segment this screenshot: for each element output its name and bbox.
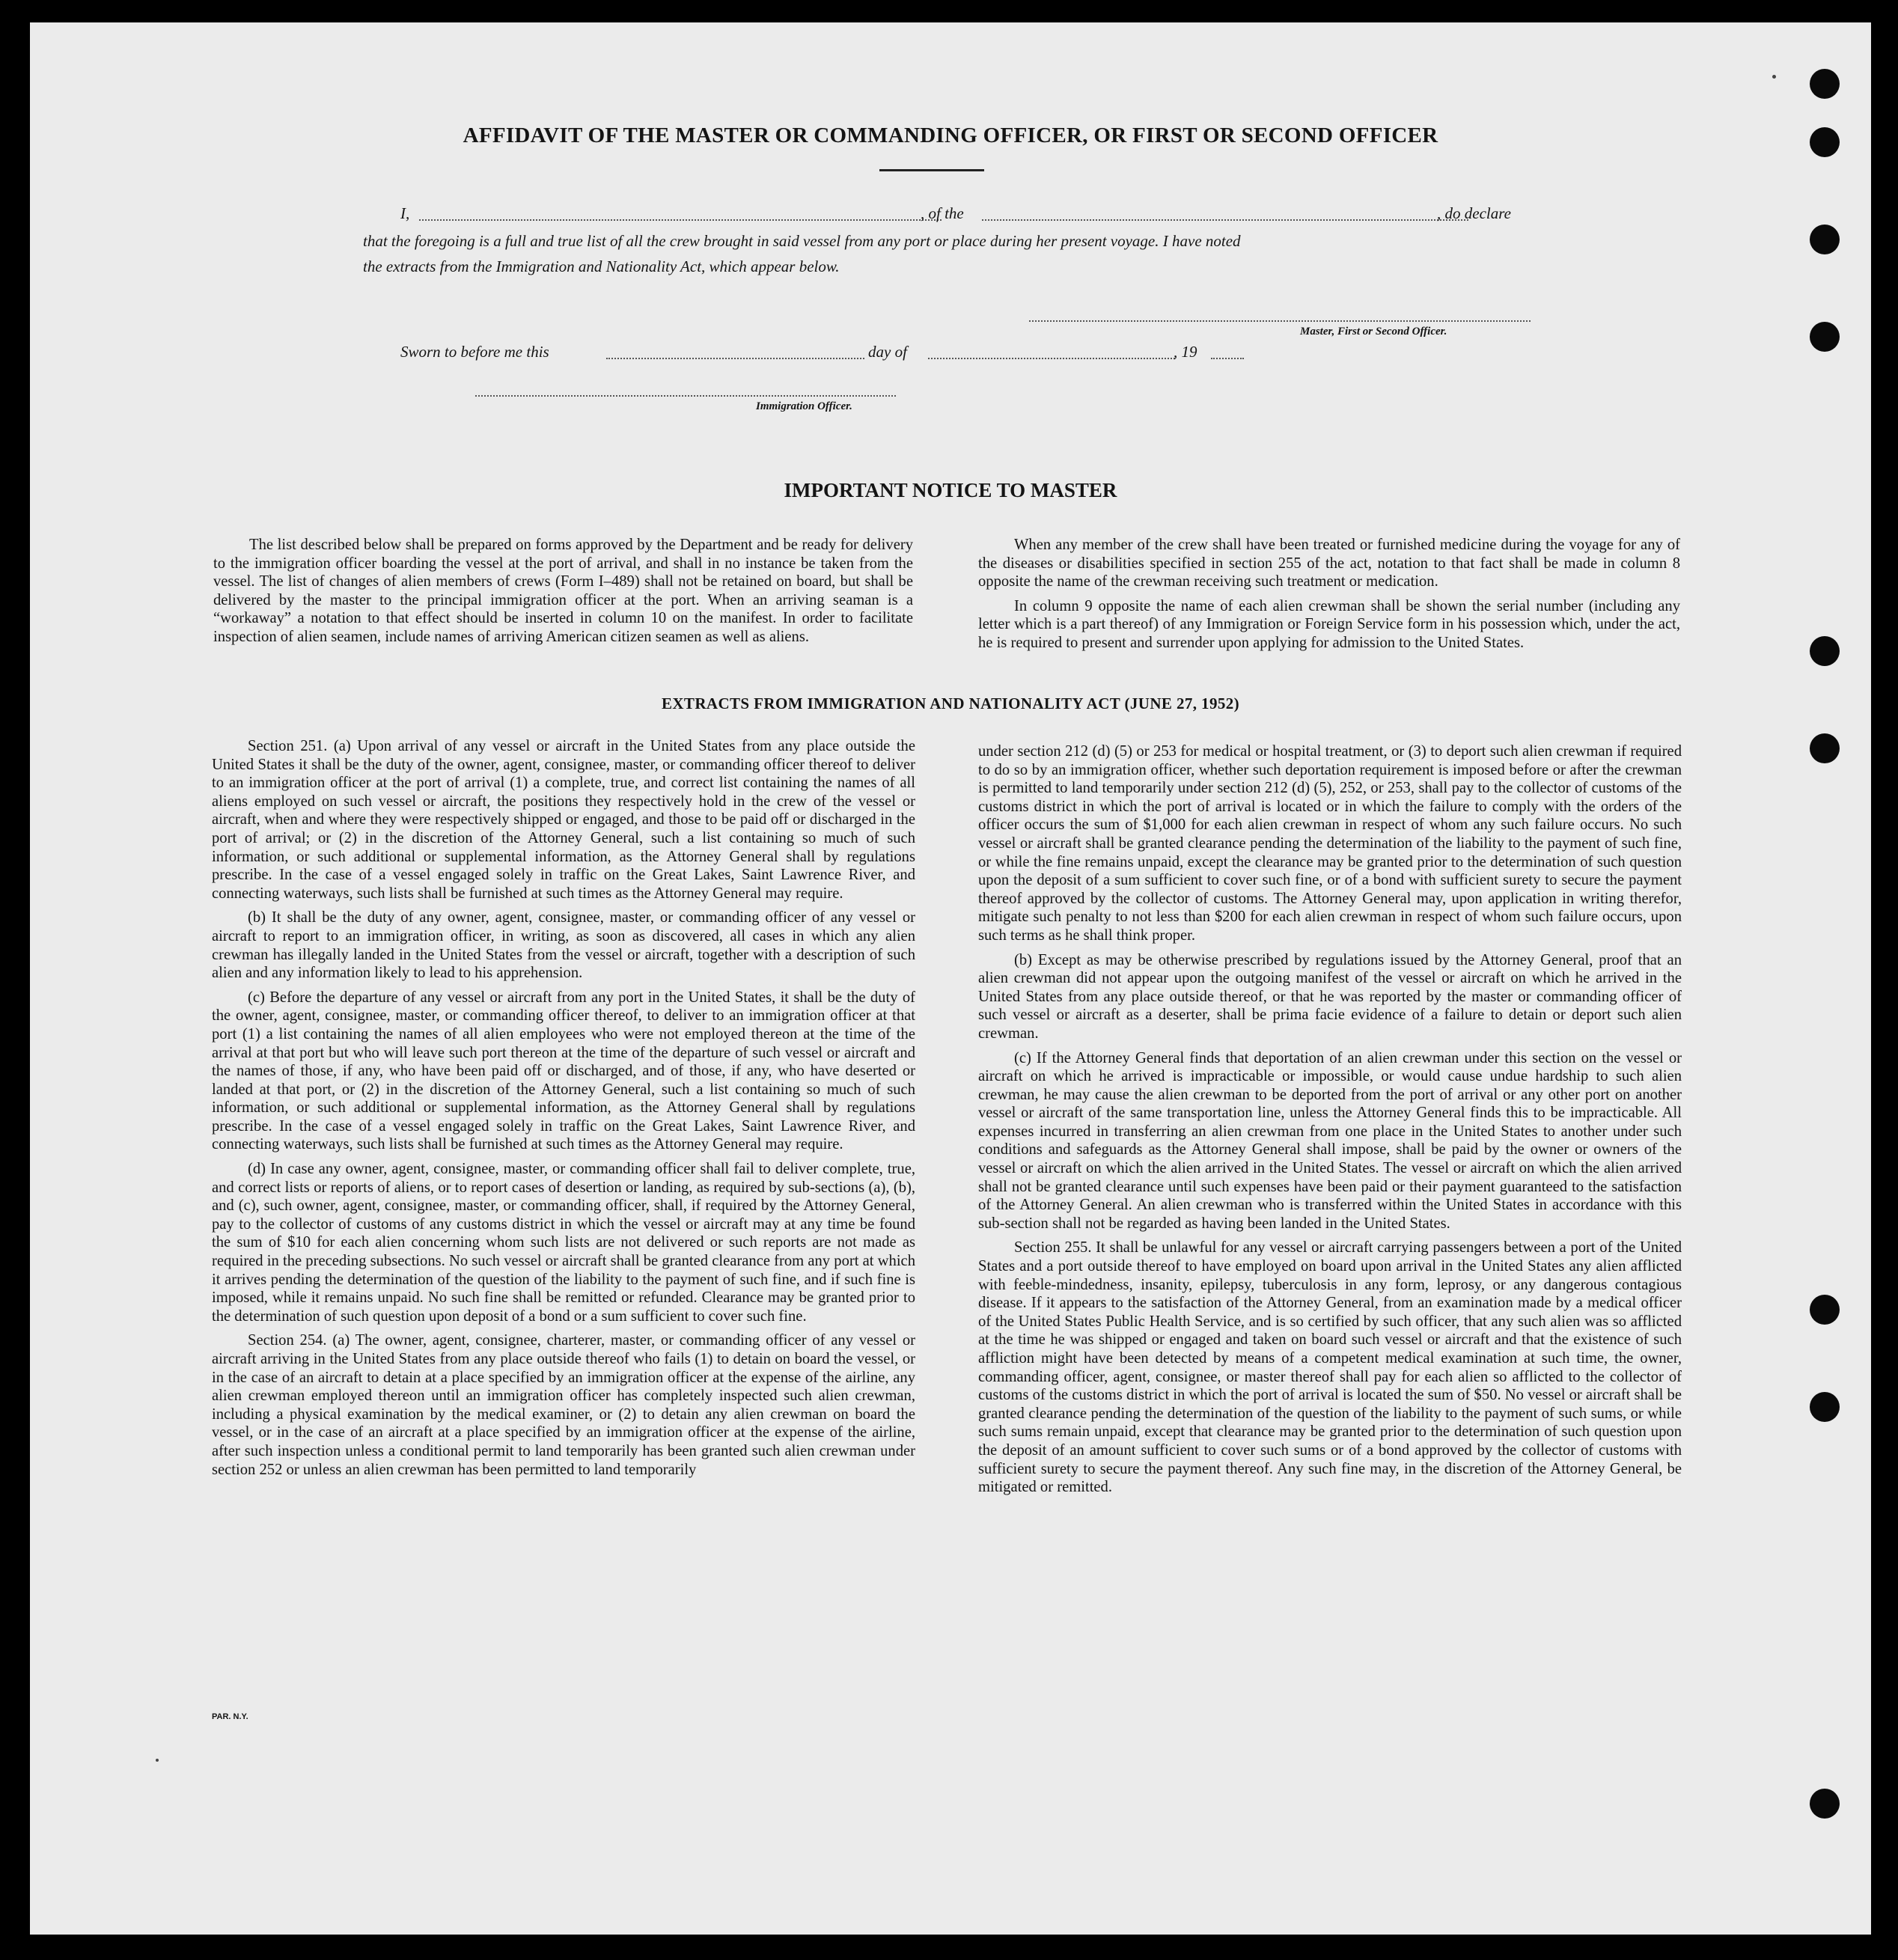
notice-title: IMPORTANT NOTICE TO MASTER bbox=[784, 479, 1117, 501]
statute-paragraph: Section 251. (a) Upon arrival of any vessel or aircraft in the United States from any place outside the United States it shall be the duty of the owner, agent, consignee, master, or commanding officer thereof to deliver to an immigration officer at the port of arrival (1) a complete, true, and correct list containing the names of all aliens employed on such vessel or aircraft, the positions they respectively hold in the crew of the vessel or aircraft, when and where they were respectively shipped or engaged, and those to be paid off or discharged in the port of arrival; or (2) in the discretion of the Attorney General, such a list containing so much of such information, or such additional or supplemental information, as the Attorney General shall by regulations prescribe. In the case of a vessel engaged solely in traffic on the Great Lakes, Saint Lawrence River, and connecting waterways, such lists shall be furnished at such times as the Attorney General may require. bbox=[212, 738, 915, 902]
notice-paragraph: When any member of the crew shall have been treated or furnished medicine during the voyage for any of the diseases or disabilities specified in section 255 of the act, notation to that fact shall be made in column 8 opposite the name of the crewman receiving such treatment or medication. bbox=[978, 537, 1680, 590]
punch-hole bbox=[1810, 69, 1840, 99]
vessel-blank[interactable] bbox=[982, 219, 1468, 221]
sworn-day-blank[interactable] bbox=[606, 358, 864, 359]
extracts-right-column bbox=[978, 742, 1682, 1503]
statute-paragraph: under section 212 (d) (5) or 253 for medical or hospital treatment, or (3) to deport such alien crewman if required to do so by an immigration officer, whether such deportation requirement is imposed before or after the crewman is permitted to land temporarily under section 212 (d) (5), 252, or 253, shall pay to the collector of customs of the customs district in which the port of arrival is located or in which the failure to comply with the orders of the officer occurs the sum of $1,000 for each alien crewman in respect of whom any such failure occurs. No such vessel or aircraft shall be granted clearance pending the determination of the liability to the payment of such fine, or while the fine remains unpaid, except the clearance may be granted prior to the determination of such question upon the deposit of a sum sufficient to cover such fine, or of a bond with sufficient surety to secure the payment thereof approved by the collector of customs. The Attorney General may, upon application in writing therefor, mitigate such penalty to not less than $200 for each alien crewman in respect of whom such failure occurs, upon such terms as he shall think proper. bbox=[978, 743, 1682, 944]
notice-paragraph: In column 9 opposite the name of each alien crewman shall be shown the serial number (including any letter which is a part thereof) of any Immigration or Foreign Service form in his possession which, under the act, he is required to present and surrender upon applying for admission to the United States. bbox=[978, 597, 1680, 651]
title-rule bbox=[879, 169, 984, 171]
notice-left-column bbox=[213, 536, 913, 653]
statute-paragraph: (c) Before the departure of any vessel or aircraft from any port in the United States, it shall be the duty of the owner, agent, consignee, master, or commanding officer thereof, to deliver to an immigration officer at that port (1) a list containing the names of all alien employees who were not employed thereon at the time of the arrival at that port but who will leave such port thereon at the time of the departure of such vessel or aircraft and the names of those, if any, who have been paid off or discharged, and of those, if any, who have deserted or landed at that port, or (2) in the discretion of the Attorney General, such a list containing so much of such information, or such additional or supplemental information, as the Attorney General shall by regulations prescribe. In the case of a vessel engaged solely in traffic on the Great Lakes, Saint Lawrence River, and connecting waterways, such lists shall be furnished at such times as the Attorney General may require. bbox=[212, 989, 915, 1153]
notice-right-column bbox=[978, 536, 1680, 659]
affidavit-title: AFFIDAVIT OF THE MASTER OR COMMANDING OFFICER, OR FIRST OR SECOND OFFICER bbox=[463, 123, 1438, 147]
i-label: I, bbox=[400, 204, 410, 222]
officer-signature-line[interactable] bbox=[475, 395, 896, 397]
statute-paragraph: (b) Except as may be otherwise prescribed by regulations issued by the Attorney General, proof that an alien crewman did not appear upon the outgoing manifest of the vessel or aircraft on which he arrived in the United States from any place outside thereof, or that he was reported by the master or commanding officer of such vessel or aircraft as a deserter, shall be prima facie evidence of a failure to detain or deport such alien crewman. bbox=[978, 951, 1682, 1042]
extracts-title: EXTRACTS FROM IMMIGRATION AND NATIONALITY ACT (JUNE 27, 1952) bbox=[661, 694, 1240, 712]
document-page bbox=[30, 22, 1871, 1935]
officer-signature-caption: Immigration Officer. bbox=[756, 400, 852, 412]
punch-hole bbox=[1810, 322, 1840, 352]
master-signature-line[interactable] bbox=[1029, 320, 1531, 322]
sworn-month-blank[interactable] bbox=[928, 358, 1175, 359]
declaration-line-1: that the foregoing is a full and true list of all the crew brought in said vessel from any port or place during her present voyage. I have noted bbox=[363, 232, 1241, 250]
notice-paragraph: The list described below shall be prepared on forms approved by the Department and be ready for delivery to the immigration officer boarding the vessel at the port of arrival, and shall in no instance be taken from the vessel. The list of changes of alien members of crews (Form I–489) shall not be retained on board, but shall be delivered by the master to the principal immigration officer at the port. When an arriving seaman is a “workaway” a notation to that effect should be inserted in column 10 on the manifest. In order to facilitate inspection of alien seamen, include names of arriving American citizen seamen as well as aliens. bbox=[213, 537, 913, 645]
punch-hole bbox=[1810, 1392, 1840, 1422]
name-blank[interactable] bbox=[419, 219, 942, 221]
sworn-label: Sworn to before me this bbox=[400, 343, 549, 361]
master-signature-caption: Master, First or Second Officer. bbox=[1300, 326, 1447, 338]
sworn-year-blank[interactable] bbox=[1211, 358, 1244, 359]
punch-hole bbox=[1810, 1789, 1840, 1819]
extracts-left-column bbox=[212, 737, 915, 1485]
declaration-line-2: the extracts from the Immigration and Nationality Act, which appear below. bbox=[363, 257, 840, 275]
speck-mark bbox=[1772, 75, 1776, 79]
statute-paragraph: Section 254. (a) The owner, agent, consignee, charterer, master, or commanding officer of any vessel or aircraft arriving in the United States from any place outside thereof who fails (1) to detain on board the vessel, or in the case of an aircraft to detain at a place specified by an immigration officer at the expense of the airline, any alien crewman employed thereon until an immigration officer has completely inspected such alien crewman, including a physical examination by the medical examiner, or (2) to detain any alien crewman on board the vessel, or in the case of an aircraft at a place specified by an immigration officer at the expense of the airline, after such inspection unless a conditional permit to land temporarily has been granted such alien crewman under section 252 or unless an alien crewman has been permitted to land temporarily bbox=[212, 1332, 915, 1478]
statute-paragraph: (c) If the Attorney General finds that deportation of an alien crewman under this section on the vessel or aircraft on which he arrived is impracticable or impossible, or would cause undue hardship to such alien crewman, he may cause the alien crewman to be deported from the port of arrival or any other port on another vessel or aircraft of the same transportation line, unless the Attorney General finds this to be impracticable. All expenses incurred in transferring an alien crewman from one place in the United States to another under such conditions and safeguards as the Attorney General shall impose, shall be paid by the owner or owners of the vessel or aircraft on which the alien arrived in the United States. The vessel or aircraft on which the alien arrived shall not be granted clearance until such expenses have been paid or their payment guaranteed to the satisfaction of the Attorney General. An alien crewman who is transferred within the United States in accordance with this sub-section shall not be regarded as having been landed in the United States. bbox=[978, 1049, 1682, 1232]
day-of-label: day of bbox=[868, 343, 907, 361]
printer-mark: PAR. N.Y. bbox=[212, 1712, 248, 1721]
year-label: , 19 bbox=[1174, 343, 1197, 361]
punch-hole bbox=[1810, 733, 1840, 763]
punch-hole bbox=[1810, 636, 1840, 666]
statute-paragraph: (d) In case any owner, agent, consignee, master, or commanding officer shall fail to deliver complete, true, and correct lists or reports of aliens, or to report cases of desertion or landing, as required by sub-sections (a), (b), and (c), such owner, agent, consignee, master, or commanding officer, shall, if required by the Attorney General, pay to the collector of customs of any customs district in which the vessel or aircraft may at any time be found the sum of $10 for each alien concerning whom such lists are not delivered or such reports are not made as required in the preceding subsections. No such vessel or aircraft shall be granted clearance from any port at which it arrives pending the determination of the question of the liability to the payment of such fine, and if such fine is imposed, while it remains unpaid. No such fine shall be remitted or refunded. Clearance may be granted prior to the determination of such question upon deposit of a bond or a sum sufficient to cover such fine. bbox=[212, 1161, 915, 1325]
speck-mark bbox=[156, 1759, 159, 1762]
statute-paragraph: Section 255. It shall be unlawful for any vessel or aircraft carrying passengers between a port of the United States and a port outside thereof to have employed on board upon arrival in the United States any alien afflicted with feeble-mindedness, insanity, epilepsy, tuberculosis in any form, leprosy, or any dangerous contagious disease. If it appears to the satisfaction of the Attorney General, from an examination made by a medical officer of the United States Public Health Service, and is so certified by such officer, that any such alien was so afflicted at the time he was shipped or engaged and taken on board such vessel or aircraft and that the existence of such affliction might have been detected by means of a competent medical examination at such time, the owner, commanding officer, agent, consignee, or master thereof shall pay for each alien so afflicted to the collector of customs of the customs district in which the port of arrival is located the sum of $50. No vessel or aircraft shall be granted clearance pending the determination of the question of the liability to the payment of such sums, or while such sums remain unpaid, except that clearance may be granted prior to the determination of such question upon the deposit of an amount sufficient to cover such sums or of a bond approved by the collector of customs with sufficient surety to secure the payment thereof. Any such fine may, in the discretion of the Attorney General, be mitigated or remitted. bbox=[978, 1239, 1682, 1496]
do-declare-label: , do declare bbox=[1437, 204, 1511, 222]
punch-hole bbox=[1810, 225, 1840, 254]
statute-paragraph: (b) It shall be the duty of any owner, agent, consignee, master, or commanding officer of any vessel or aircraft to report to an immigration officer, in writing, as soon as discovered, all cases in which any alien crewman has illegally landed in the United States from the vessel or aircraft, together with a description of such alien and any information likely to lead to his apprehension. bbox=[212, 909, 915, 982]
punch-hole bbox=[1810, 1295, 1840, 1325]
of-the-label: , of the bbox=[921, 204, 964, 222]
